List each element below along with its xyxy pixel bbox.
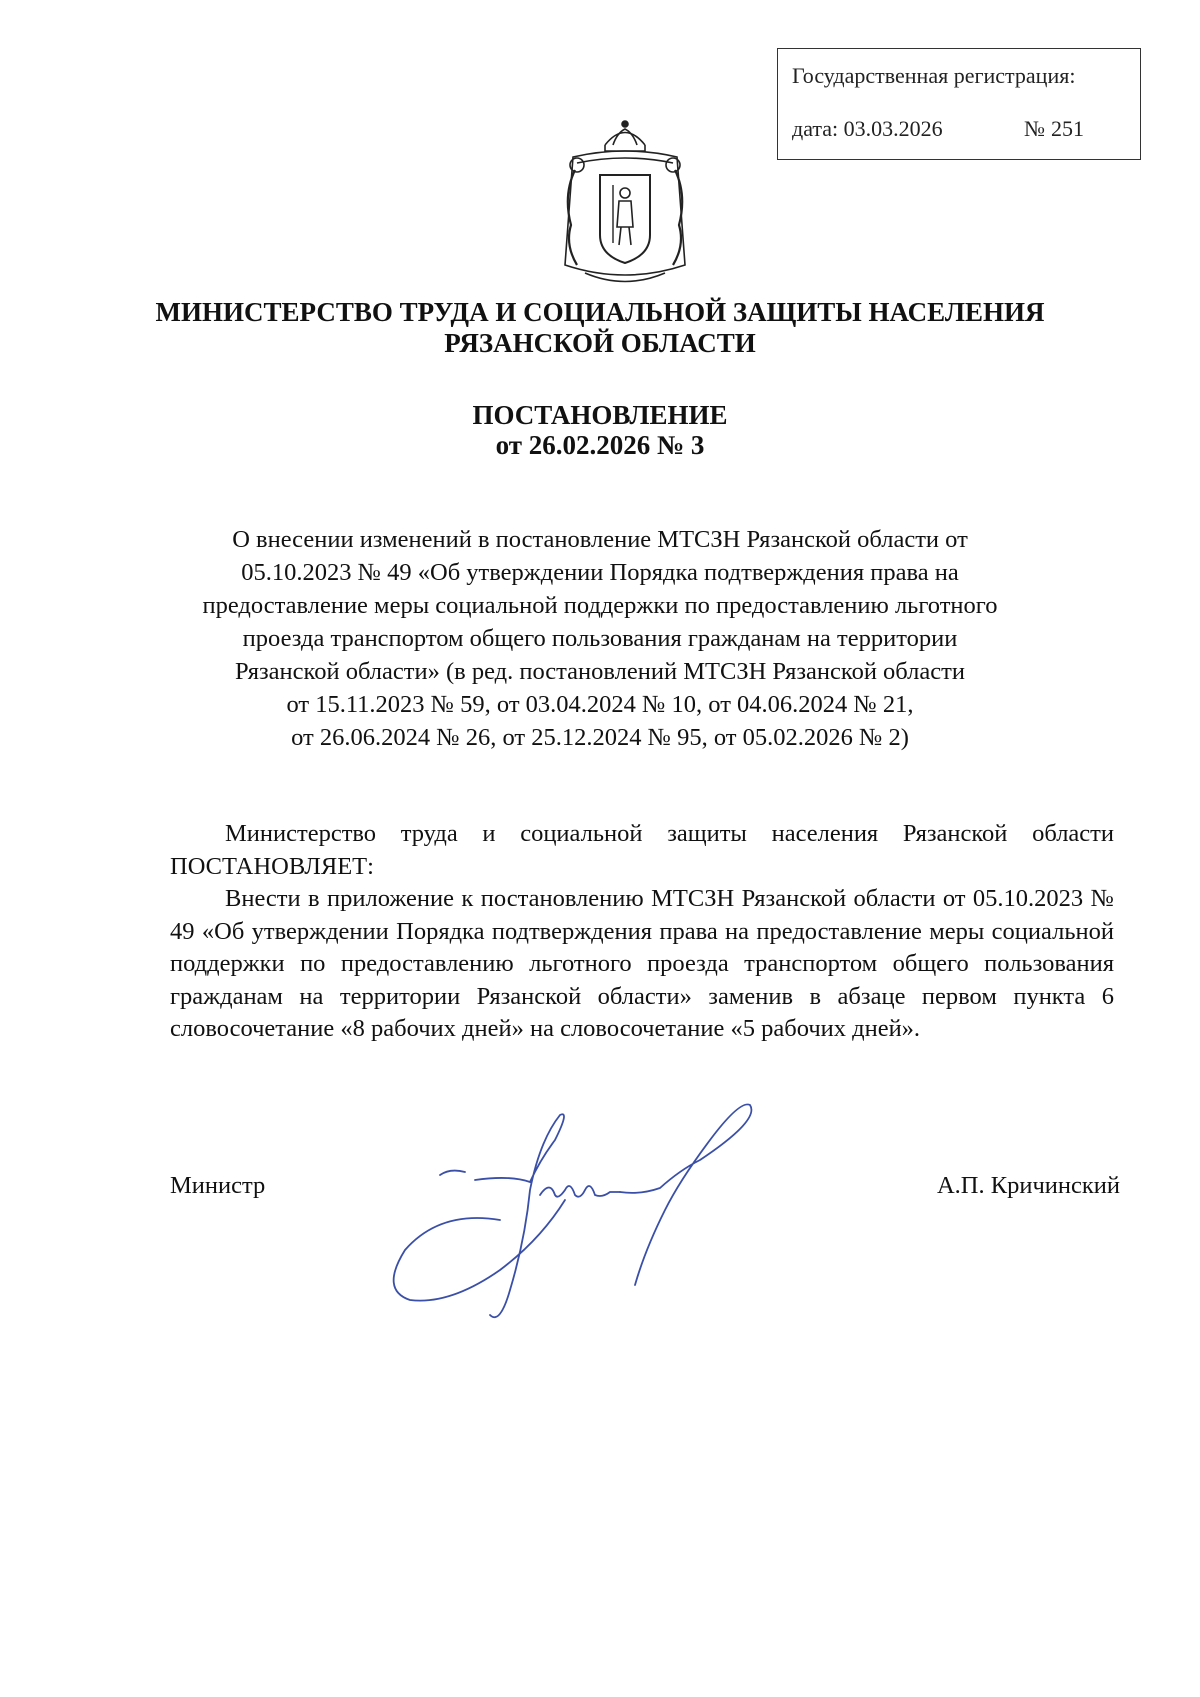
subject-line: от 15.11.2023 № 59, от 03.04.2024 № 10, от 04.06.2024 № 21, <box>286 691 914 718</box>
document-date-number: от 26.02.2026 № 3 <box>495 430 705 460</box>
decree-paragraph: Внести в приложение к постановлению МТСЗН Рязанской области от 05.10.2023 № 49 «Об утверждении Порядка подтверждения права на предоставление меры социальной поддержки по предоставлению льготного проезда транспортом общего пользования гражданам на территории Рязанской области» заменив в абзаце первом пункта 6 словосочетание «8 рабочих дней» на словосочетание «5 рабочих дней». <box>170 885 1114 1042</box>
document-subject <box>150 523 1050 754</box>
coat-of-arms-icon <box>555 115 695 293</box>
ministry-name-line1: МИНИСТЕРСТВО ТРУДА И СОЦИАЛЬНОЙ ЗАЩИТЫ НАСЕЛЕНИЯ <box>155 297 1045 327</box>
registration-title: Государственная регистрация: <box>792 63 1076 88</box>
document-body <box>170 818 1114 1046</box>
subject-line: проезда транспортом общего пользования гражданам на территории <box>242 625 958 652</box>
subject-line: О внесении изменений в постановление МТСЗН Рязанской области от <box>232 526 968 553</box>
registration-number-group <box>1024 118 1084 140</box>
registration-details <box>792 118 1140 140</box>
subject-line: Рязанской области» (в ред. постановлений МТСЗН Рязанской области <box>235 658 965 685</box>
subject-line: от 26.06.2024 № 26, от 25.12.2024 № 95, от 05.02.2026 № 2) <box>291 724 909 751</box>
registration-number: 251 <box>1051 116 1084 141</box>
signatory-name: А.П. Кричинский <box>936 1172 1120 1199</box>
registration-date-label: дата: <box>792 116 839 141</box>
registration-date: 03.03.2026 <box>843 116 943 141</box>
preamble-paragraph: Министерство труда и социальной защиты населения Рязанской области ПОСТАНОВЛЯЕТ: <box>170 820 1114 880</box>
subject-line: предоставление меры социальной поддержки по предоставлению льготного <box>202 592 998 619</box>
ministry-name-line2: РЯЗАНСКОЙ ОБЛАСТИ <box>444 328 756 358</box>
registration-number-label: № <box>1024 116 1045 141</box>
ministry-name <box>0 297 1200 359</box>
subject-line: 05.10.2023 № 49 «Об утверждении Порядка подтверждения права на <box>241 559 959 586</box>
document-type: ПОСТАНОВЛЕНИЕ <box>472 400 728 430</box>
signatory-position: Министр <box>170 1172 266 1199</box>
document-header <box>0 400 1200 460</box>
handwritten-signature <box>380 1100 830 1340</box>
registration-stamp <box>777 48 1141 160</box>
